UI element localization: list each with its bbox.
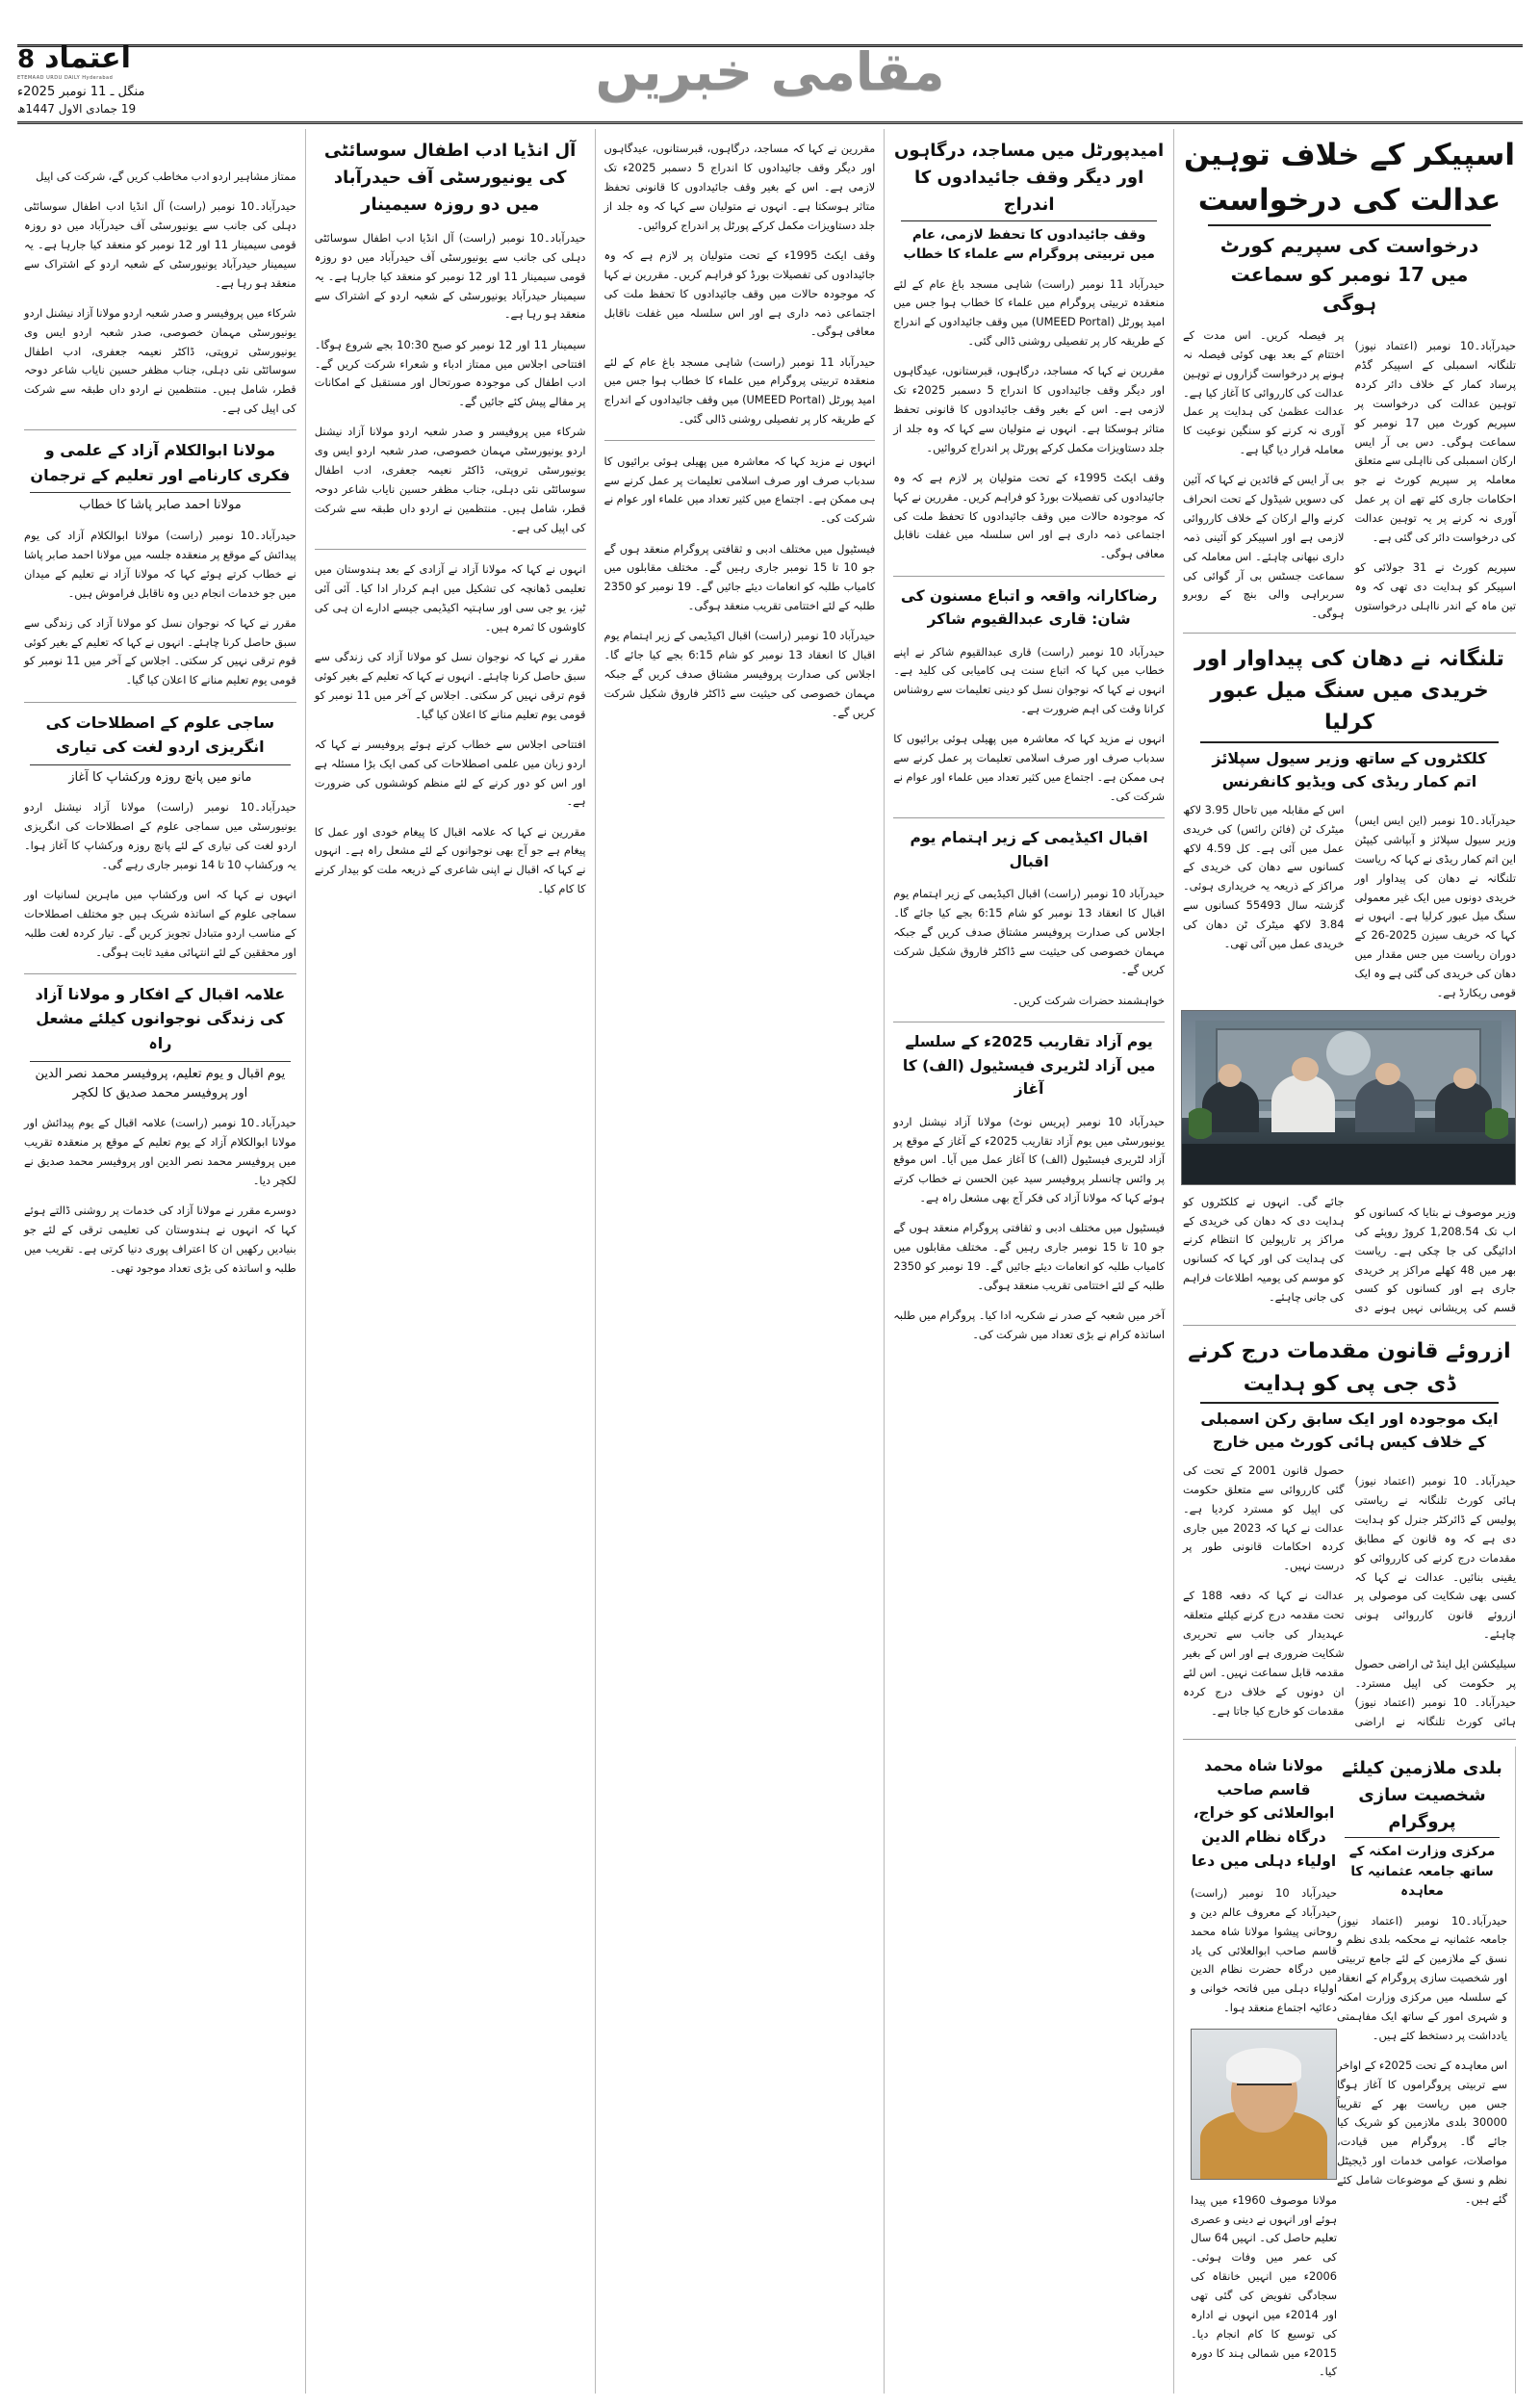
- article-body: [604, 453, 876, 723]
- paragraph: حیدرآباد۔10 نومبر (اعتماد نیوز) جامعہ عثمانیہ نے محکمہ بلدی نظم و نسق کے ملازمین کے لئے جامع تربیتی اور شخصیت سازی پروگرام کے انعقاد کے سلسلہ میں مرکزی وزارت امکنہ و شہری امور کے ساتھ ایک مفاہمتی یادداشت پر دستخط کئے ہیں۔: [1337, 1913, 1507, 2042]
- headline: یوم آزاد تقاریب 2025ء کے سلسلے میں آزاد لٹریری فیسٹیول (الف) کا آغاز: [902, 1032, 1156, 1099]
- photo-plant: [1189, 1100, 1212, 1139]
- photo-person: [1355, 1078, 1415, 1132]
- headline: مولانا ابوالکلام آزاد کے علمی و فکری کارنامے اور تعلیم کے ترجمان: [30, 441, 291, 484]
- article-body: [24, 798, 296, 962]
- paragraph: حیدرآباد۔10 نومبر (این ایس ایس) وزیر سیول سپلائز و آبپاشی کیپٹن این اتم کمار ریڈی نے کہا کہ ریاست تلنگانہ نے دھان کی پیداوار اور خریدی دونوں میں ایک غیر معمولی سنگ میل عبور کرلیا ہے۔ انہوں نے کہا کہ خریف سیزن 2025-26 کے دوران ریاست میں جس مقدار میں دھان کی خریدی کی گئی ہے وہ ایک قومی ریکارڈ ہے۔: [1354, 814, 1516, 999]
- article-body: [1183, 326, 1516, 626]
- article-grid: [15, 129, 1525, 2394]
- photo-plant: [1485, 1100, 1508, 1139]
- subheadline: مرکزی وزارت امکنہ کے ساتھ جامعہ عثمانیہ کا معاہدہ: [1345, 1837, 1500, 1901]
- paragraph: آخر میں شعبہ کے صدر نے شکریہ ادا کیا۔ پروگرام میں طلبہ اساتذہ کرام نے بڑی تعداد میں شرکت کی۔: [893, 1308, 1165, 1341]
- photo-person-head: [1219, 1064, 1242, 1086]
- masthead: [0, 0, 1540, 127]
- section-title: مقامی خبریں: [595, 41, 945, 102]
- article-maulana-obit: [1183, 1747, 1337, 2394]
- divider: [893, 817, 1165, 818]
- paragraph: انہوں نے کہا کہ مولانا آزاد نے آزادی کے بعد ہندوستان میں تعلیمی ڈھانچہ کی تشکیل میں اہم کردار ادا کیا۔ آئی آئی ٹیز، یو جی سی اور ساہتیہ اکیڈیمی جیسے ادارے ان ہی کی کاوشوں کا ثمرہ ہیں۔: [314, 562, 586, 634]
- article-body-continued: [1183, 1193, 1516, 1318]
- divider: [604, 440, 876, 441]
- paragraph: سیمینار 11 اور 12 نومبر کو صبح 10:30 بجے شروع ہوگا۔ افتتاحی اجلاس میں ممتاز ادباء و شعراء شرکت کریں گے۔ ادب اطفال کی موجودہ صورتحال اور مستقبل کے امکانات پر مقالے پیش کئے جائیں گے۔: [314, 337, 586, 409]
- headline: مولانا شاہ محمد قاسم صاحب ابوالعلائی کو خراج، درگاہ نظام الدین اولیاء دہلی میں دعا: [1191, 1756, 1337, 1870]
- article-body: [315, 229, 586, 537]
- photo-person: [1271, 1074, 1335, 1131]
- column-2: [884, 129, 1173, 2394]
- subheadline: وقف جائیدادوں کا تحفظ لازمی، عام میں تربیتی پروگرام سے علماء کا خطاب: [901, 220, 1157, 265]
- headline: علامہ اقبال کے افکار و مولانا آزاد کی زندگی نوجوانوں کیلئے مشعل راہ: [35, 984, 286, 1052]
- photo-person-head: [1375, 1063, 1400, 1085]
- paragraph: سپریم کورٹ نے 31 جولائی کو اسپیکر کو ہدایت دی تھی کہ وہ تین ماہ کے اندر نااہلی درخواستوں پر فیصلہ کریں۔ اس مدت کے اختتام کے بعد بھی کوئی فیصلہ نہ ہونے پر درخواست گزاروں نے توہین عدالت کی کارروائی کا آغاز کیا ہے۔ عدالت عظمیٰ کی ہدایت پر عمل آوری نہ کرنے کو سنگین نوعیت کا معاملہ قرار دیا گیا ہے۔: [1183, 328, 1516, 612]
- article-body: [24, 168, 296, 419]
- paragraph: دوسرے مقرر نے مولانا آزاد کی خدمات پر روشنی ڈالتے ہوئے کہا کہ انہوں نے ہندوستان کی تعلیمی ترقی کے لئے جو بنیادیں رکھیں ان کا اعتراف پوری دنیا کرتی ہے۔ تقریب میں طلبہ و اساتذہ کی بڑی تعداد موجود تھی۔: [24, 1204, 296, 1275]
- article-iqbal-academy: [893, 826, 1165, 1010]
- column-3: [595, 129, 885, 2394]
- paragraph: عدالت نے کہا کہ دفعہ 188 کے تحت مقدمہ درج کرنے کیلئے متعلقہ عہدیدار کی جانب سے تحریری شکایت ضروری ہے اور اس کے بغیر مقدمہ قابل سماعت نہیں۔ اس لئے ان دونوں کے خلاف درج کردہ مقدمات کو خارج کیا جاتا ہے۔: [1183, 1589, 1345, 1718]
- paragraph: بی آر ایس کے قائدین نے کہا کہ آئین کی دسویں شیڈول کے تحت انحراف کرنے والے ارکان کے خلاف کارروائی لازمی ہے اور اسپیکر کو آئینی ذمہ داری نبھانی چاہئے۔ اس معاملہ کی سماعت جسٹس بی آر گوائی کی سربراہی والی بنچ کے روبرو ہوگی۔: [1183, 473, 1345, 621]
- headline: اقبال اکیڈیمی کے زیر اہتمام یوم اقبال: [910, 829, 1148, 870]
- headline: تلنگانہ نے دھان کی پیداوار اور خریدی میں سنگ میل عبور کرلیا: [1194, 646, 1504, 736]
- paragraph: مقرر نے کہا کہ نوجوان نسل کو مولانا آزاد کی زندگی سے سبق حاصل کرنا چاہئے۔ انہوں نے کہا کہ تعلیم کے بغیر کوئی قوم ترقی نہیں کر سکتی۔ اجلاس کے آخر میں 11 نومبر کو قومی یوم تعلیم منانے کا اعلان کیا گیا۔: [24, 615, 296, 687]
- headline: ازروئے قانون مقدمات درج کرنے ڈی جی پی کو ہدایت: [1188, 1339, 1511, 1396]
- article-body: [315, 560, 586, 899]
- paper-name: اعتماد: [44, 41, 131, 75]
- article-body: [893, 275, 1165, 565]
- column-1-split: [1183, 1747, 1516, 2394]
- headline: بلدی ملازمین کیلئے شخصیت سازی پروگرام: [1342, 1757, 1502, 1832]
- paragraph: مقرر نے کہا کہ نوجوان نسل کو مولانا آزاد کی زندگی سے سبق حاصل کرنا چاہئے۔ انہوں نے کہا کہ تعلیم کے بغیر کوئی قوم ترقی نہیں کر سکتی۔ اجلاس کے آخر میں 11 نومبر کو قومی یوم تعلیم منانے کا اعلان کیا گیا۔: [314, 650, 586, 721]
- paragraph: حیدرآباد۔10 نومبر (راست) مولانا ابوالکلام آزاد کی یوم پیدائش کے موقع پر منعقدہ جلسہ میں مولانا احمد صابر پاشا نے خطاب کرتے ہوئے کہا کہ مولانا آزاد نے تعلیم کے میدان میں جو خدمات انجام دیں وہ ناقابل فراموش ہیں۔: [24, 529, 296, 600]
- article-speaker-contempt: [1183, 133, 1516, 626]
- date-hijri: 19 جمادی الاول 1447ھ: [17, 102, 137, 116]
- paragraph: فیسٹیول میں مختلف ادبی و ثقافتی پروگرام منعقد ہوں گے جو 10 تا 15 نومبر جاری رہیں گے۔ مختلف مقابلوں میں کامیاب طلبہ کو انعامات دیئے جائیں گے۔ 19 نومبر کو 2350 طلبہ کے لئے اختتامی تقریب منعقد ہوگی۔: [603, 541, 876, 613]
- article-azad-festival: [893, 1030, 1165, 1345]
- headline: رضاکارانہ واقعہ و اتباع مسنون کی شان: قاری عبدالقیوم شاکر: [900, 586, 1158, 629]
- article-iqbal-day: [24, 982, 296, 1279]
- photo-person-head: [1453, 1068, 1476, 1089]
- photo-person: [1435, 1081, 1492, 1131]
- photo-video-conference: [1181, 1010, 1516, 1185]
- divider: [24, 702, 296, 703]
- column-1: [1173, 129, 1525, 2394]
- article-dgp-cases: [1183, 1335, 1516, 1732]
- paragraph: حیدرآباد۔ 10 نومبر (اعتماد نیوز) ہائی کورٹ تلنگانہ نے ریاستی پولیس کے ڈائرکٹر جنرل کو ہدایت دی ہے کہ وہ قانون کے مطابق مقدمات درج کرنے کی کارروائی کو یقینی بنائیں۔ عدالت نے کہا کہ کسی بھی شکایت کی موصولی پر ازروئے قانون کارروائی ہونی چاہئے۔: [1354, 1474, 1516, 1642]
- photo-hair: [1226, 2048, 1301, 2083]
- article-body: [24, 527, 296, 690]
- article-body-continued: [1191, 2191, 1337, 2382]
- paragraph: حیدرآباد 10 نومبر (راست) حیدرآباد کے معروف عالم دین و روحانی پیشوا مولانا شاہ محمد قاسم صاحب ابوالعلائی کی یاد میں درگاہ حضرت نظام الدین اولیاء دہلی میں فاتحہ خوانی و دعائیہ اجتماع منعقد ہوا۔: [1191, 1886, 1337, 2015]
- subheadline: مولانا احمد صابر پاشا کا خطاب: [30, 492, 291, 515]
- paragraph: شرکاء میں پروفیسر و صدر شعبہ اردو مولانا آزاد نیشنل اردو یونیورسٹی مہمان خصوصی، صدر شعبہ اردو ایس وی یونیورسٹی تروپتی، ڈاکٹر نعیمہ جعفری، ادب اطفال سوسائٹی نئی دہلی، جناب مظفر حسین نایاب شاعر دوحہ قطر، شامل ہیں۔ منتظمین نے اردو داں طبقہ سے شرکت کی اپیل کی ہے۔: [24, 305, 296, 416]
- paragraph: اس معاہدہ کے تحت 2025ء کے اواخر سے تربیتی پروگراموں کا آغاز ہوگا جس میں ریاست بھر کے تقریباً 30000 بلدی ملازمین کو شریک کیا جائے گا۔ پروگرام میں قیادت، مواصلات، عوامی خدمات اور ڈیجیٹل نظم و نسق کے موضوعات شامل کئے گئے ہیں۔: [1337, 2058, 1507, 2206]
- paper-name-latin: ETEMAAD URDU DAILY Hyderabad: [17, 75, 114, 82]
- article-body: [893, 643, 1165, 807]
- divider: [1183, 1325, 1516, 1326]
- divider: [893, 576, 1165, 577]
- paragraph: مقررین نے کہا کہ علامہ اقبال کا پیغام خودی اور عمل کا پیغام ہے جو آج بھی نوجوانوں کے لئے مشعل راہ ہے۔ انہوں نے کہا کہ اقبال نے اپنی شاعری کے ذریعہ ملت کو بیدار کرنے کا کام کیا۔: [314, 824, 586, 896]
- paragraph: حیدرآباد 11 نومبر (راست) شاہی مسجد باغ عام کے لئے منعقدہ تربیتی پروگرام میں علماء کا خطاب ہوا جس میں امید پورٹل (UMEED Portal) میں وقف جائیدادوں کے اندراج کے طریقہ کار پر تفصیلی روشنی ڈالی گئی۔: [893, 276, 1166, 349]
- article-maulana-azad-speech: [24, 438, 296, 690]
- masthead-bottom-rule: [17, 121, 1523, 124]
- subheadline: یوم اقبال و یوم تعلیم، پروفیسر محمد نصر الدین اور پروفیسر محمد صدیق کا لکچر: [30, 1061, 291, 1103]
- paragraph: حیدرآباد 10 نومبر (راست) اقبال اکیڈیمی کے زیر اہتمام یوم اقبال کا انعقاد 13 نومبر کو شام 6:15 بجے کیا جائے گا۔ اجلاس کی صدارت پروفیسر مشتاق صدف کریں گے جبکہ مہمان خصوصی کی حیثیت سے ڈاکٹر فاروق شکیل شرکت کریں گے۔: [893, 887, 1166, 977]
- paragraph: انہوں نے مزید کہا کہ معاشرہ میں پھیلی ہوئی برائیوں کا سدباب صرف اور صرف اسلامی تعلیمات پر عمل کرنے سے ہی ممکن ہے۔ اجتماع میں کثیر تعداد میں علماء اور عوام نے شرکت کی۔: [603, 453, 876, 526]
- article-urdu-society-lead: [24, 168, 296, 419]
- paragraph: حیدرآباد۔10 نومبر (راست) آل انڈیا ادب اطفال سوسائٹی دہلی کی جانب سے یونیورسٹی آف حیدرآباد میں دو روزہ قومی سیمینار 11 اور 12 نومبر کو منعقد کیا جارہا ہے۔ یہ سیمینار حیدرآباد یونیورسٹی کے شعبہ اردو کے اشتراک سے منعقد ہو رہا ہے۔: [314, 231, 586, 322]
- paragraph: حیدرآباد 10 نومبر (پریس نوٹ) مولانا آزاد نیشنل اردو یونیورسٹی میں یوم آزاد تقاریب 2025ء کے آغاز کے موقع پر آزاد لٹریری فیسٹیول (الف) کا آغاز عمل میں آیا۔ اس موقع پر وائس چانسلر پروفیسر سید عین الحسن نے خطاب کرتے ہوئے کہا کہ مولانا آزاد کی فکر آج بھی مشعل راہ ہے۔: [893, 1114, 1165, 1205]
- article-body: [893, 885, 1165, 1010]
- article-body: [893, 1113, 1165, 1345]
- subheadline: مانو میں پانچ روزہ ورکشاپ کا آغاز: [30, 764, 291, 788]
- article-maulana-azad-speech-continued: [315, 560, 586, 899]
- column-5: [15, 129, 305, 2394]
- headline: امیدپورٹل میں مساجد، درگاہوں اور دیگر وقف جائیدادوں کا اندراج: [894, 141, 1165, 215]
- paragraph: حیدرآباد۔10 نومبر (راست) علامہ اقبال کے یوم پیدائش اور مولانا ابوالکلام آزاد کے یوم تعلیم کے موقع پر منعقدہ تقریب میں پروفیسر محمد نصر الدین اور پروفیسر محمد صدیق نے لکچر دیا۔: [24, 1116, 296, 1187]
- article-body: [604, 140, 876, 429]
- paragraph: انہوں نے مزید کہا کہ معاشرہ میں پھیلی ہوئی برائیوں کا سدباب صرف اور صرف اسلامی تعلیمات پر عمل کرنے سے ہی ممکن ہے۔ اجتماع میں کثیر تعداد میں علماء اور عوام نے شرکت کی۔: [893, 732, 1165, 803]
- divider: [1183, 1739, 1516, 1740]
- divider: [24, 973, 296, 974]
- page-number: 8: [17, 45, 36, 74]
- paragraph: افتتاحی اجلاس سے خطاب کرتے ہوئے پروفیسر نے کہا کہ اردو زبان میں علمی اصطلاحات کی کمی ایک بڑا مسئلہ ہے اور اس کو دور کرنے کے لئے منظم کوششوں کی ضرورت ہے۔: [314, 737, 586, 809]
- paragraph: وقف ایکٹ 1995ء کے تحت متولیان پر لازم ہے کہ وہ جائیدادوں کی تفصیلات بورڈ کو فراہم کریں۔ مقررین نے کہا کہ موجودہ حالات میں وقف جائیدادوں کا تحفظ ملت کی اجتماعی ذمہ داری ہے اور اس سلسلہ میں غفلت ناقابل معافی ہوگی۔: [603, 248, 876, 339]
- headline: ساجی علوم کے اصطلاحات کی انگریزی اردو لغت کی تیاری: [45, 712, 275, 757]
- article-endowment-portal-continued: [604, 140, 876, 429]
- paragraph: وقف ایکٹ 1995ء کے تحت متولیان پر لازم ہے کہ وہ جائیدادوں کی تفصیلات بورڈ کو فراہم کریں۔ مقررین نے کہا کہ موجودہ حالات میں وقف جائیدادوں کا تحفظ ملت کی اجتماعی ذمہ داری ہے اور اس سلسلہ میں غفلت ناقابل معافی ہوگی۔: [893, 470, 1165, 561]
- paragraph: انہوں نے کہا کہ اس ورکشاپ میں ماہرین لسانیات اور سماجی علوم کے اساتذہ شریک ہیں جو مختلف اصطلاحات کے مناسب اردو متبادل تجویز کریں گے۔ تیار کردہ لغت طلبہ اور محققین کے لئے انتہائی مفید ثابت ہوگی۔: [24, 888, 296, 959]
- paragraph: حیدرآباد۔10 نومبر (راست) آل انڈیا ادب اطفال سوسائٹی دہلی کی جانب سے یونیورسٹی آف حیدرآباد میں دو روزہ قومی سیمینار 11 اور 12 نومبر کو منعقد کیا جارہا ہے۔ یہ سیمینار حیدرآباد یونیورسٹی کے شعبہ اردو کے اشتراک سے منعقد ہو رہا ہے۔: [24, 199, 296, 290]
- paragraph: مقررین نے کہا کہ مساجد، درگاہوں، قبرستانوں، عیدگاہوں اور دیگر وقف جائیدادوں کا اندراج 5 دسمبر 2025ء تک لازمی ہے۔ اس کے بغیر وقف جائیدادوں کا قانونی تحفظ متاثر ہوسکتا ہے۔ انہوں نے متولیان سے کہا کہ وہ جلد از جلد دستاویزات مکمل کرکے پورٹل پر اندراج کروائیں۔: [893, 364, 1165, 454]
- article-paddy-procurement: [1183, 643, 1516, 1319]
- photo-table-cloth: [1182, 1144, 1515, 1183]
- article-endowment-portal: [893, 138, 1165, 564]
- paragraph: شرکاء میں پروفیسر و صدر شعبہ اردو مولانا آزاد نیشنل اردو یونیورسٹی مہمان خصوصی، صدر شعبہ اردو ایس وی یونیورسٹی تروپتی، ڈاکٹر نعیمہ جعفری، ادب اطفال سوسائٹی نئی دہلی، جناب مظفر حسین نایاب شاعر دوحہ قطر، شامل ہیں۔ منتظمین نے اردو داں طبقہ سے شرکت کی اپیل کی ہے۔: [314, 425, 586, 534]
- paragraph: سیلیکشن ایل اینڈ ٹی اراضی حصول پر حکومت کی اپیل مسترد۔ حیدرآباد۔ 10 نومبر (اعتماد نیوز) ہائی کورٹ تلنگانہ نے اراضی حصول قانون 2001 کے تحت کی گئی کارروائی سے متعلق حکومت کی اپیل کو مسترد کردیا ہے۔ عدالت نے کہا کہ 2023 میں جاری کردہ احکامات قانونی طور پر درست نہیں۔: [1183, 1462, 1516, 1728]
- paragraph: وزیر موصوف نے بتایا کہ کسانوں کو اب تک 1,208.54 کروڑ روپئے کی ادائیگی کی جا چکی ہے۔ ریاست بھر میں 48 کھلے مراکز پر خریدی جاری ہے اور کسانوں کو کسی قسم کی پریشانی نہیں ہونے دی جائے گی۔ انہوں نے کلکٹروں کو ہدایت دی کہ دھان کی خریدی کے مراکز پر تارپولین کا انتظام کرنے کی ہدایت کی اور کہا کہ کسانوں کو موسم کی یومیہ اطلاعات فراہم کی جانی چاہئے۔: [1183, 1194, 1516, 1315]
- divider: [24, 429, 296, 430]
- paragraph: فیسٹیول میں مختلف ادبی و ثقافتی پروگرام منعقد ہوں گے جو 10 تا 15 نومبر جاری رہیں گے۔ مختلف مقابلوں میں کامیاب طلبہ کو انعامات دیئے جائیں گے۔ 19 نومبر کو 2350 طلبہ کے لئے اختتامی تقریب منعقد ہوگی۔: [893, 1221, 1165, 1292]
- article-urdu-society: [315, 138, 586, 538]
- paragraph: حیدرآباد۔10 نومبر (راست) مولانا آزاد نیشنل اردو یونیورسٹی میں سماجی علوم کے اصطلاحات کی انگریزی اردو لغت کی تیاری کے لئے پانچ روزہ ورکشاپ کا آغاز ہوا۔ یہ ورکشاپ 10 تا 14 نومبر جاری رہے گی۔: [24, 800, 296, 871]
- paragraph: حیدرآباد۔10 نومبر (اعتماد نیوز) تلنگانہ اسمبلی کے اسپیکر گڈم پرساد کمار کے خلاف دائر کردہ توہین عدالت کی درخواست پر سپریم کورٹ میں 17 نومبر کو سماعت ہوگی۔ دس بی آر ایس ارکان اسمبلی کی نااہلی سے متعلق معاملہ پر سپریم کورٹ نے جو احکامات جاری کئے تھے ان پر عمل آوری نہ کرنے پر یہ توہین عدالت کی درخواست دائر کی گئی ہے۔: [1354, 339, 1516, 544]
- headline: آل انڈیا ادب اطفال سوسائٹی کی یونیورسٹی آف حیدرآباد میں دو روزہ سیمینار: [323, 141, 577, 215]
- article-body: [1191, 1884, 1337, 2018]
- article-qari-shakir-continued: [604, 453, 876, 723]
- paragraph: خواہشمند حضرات شرکت کریں۔: [1012, 993, 1165, 1007]
- paragraph: مولانا موصوف 1960ء میں پیدا ہوئے اور انہوں نے دینی و عصری تعلیم حاصل کی۔ انہیں 64 سال کی عمر میں وفات ہوئی۔ 2006ء میں انہیں خانقاہ کی سجادگی تفویض کی گئی تھی اور 2014ء میں انہوں نے ادارہ کی توسیع کا کام انجام دیا۔ 2015ء میں شمالی ہند کا دورہ کیا۔: [1191, 2192, 1338, 2379]
- article-municipal-training: [1337, 1747, 1516, 2394]
- photo-maulana-portrait: [1191, 2029, 1337, 2180]
- date-gregorian: منگل ـ 11 نومبر 2025ء: [17, 85, 145, 100]
- paragraph: ممتاز مشاہیر اردو ادب مخاطب کریں گے، شرکت کی اپیل: [36, 169, 296, 183]
- article-body: [1183, 1462, 1516, 1732]
- subheadline: کلکٹروں کے ساتھ وزیر سیول سپلائز اتم کمار ریڈی کی ویڈیو کانفرنس: [1200, 741, 1499, 793]
- article-body: [1183, 801, 1516, 1003]
- paragraph: مقررین نے کہا کہ مساجد، درگاہوں، قبرستانوں، عیدگاہوں اور دیگر وقف جائیدادوں کا اندراج 5 دسمبر 2025ء تک لازمی ہے۔ اس کے بغیر وقف جائیدادوں کا قانونی تحفظ متاثر ہوسکتا ہے۔ انہوں نے متولیان سے کہا کہ وہ جلد از جلد دستاویزات مکمل کرکے پورٹل پر اندراج کروائیں۔: [603, 142, 876, 232]
- divider: [315, 549, 586, 550]
- paragraph: حیدرآباد 11 نومبر (راست) شاہی مسجد باغ عام کے لئے منعقدہ تربیتی پروگرام میں علماء کا خطاب ہوا جس میں امید پورٹل (UMEED Portal) میں وقف جائیدادوں کے اندراج کے طریقہ کار پر تفصیلی روشنی ڈالی گئی۔: [603, 354, 876, 427]
- subheadline: درخواست کی سپریم کورٹ میں 17 نومبر کو سماعت ہوگی: [1208, 224, 1491, 318]
- article-english-urdu: [24, 711, 296, 963]
- headline: اسپیکر کے خلاف توہین عدالت کی درخواست: [1184, 138, 1515, 218]
- paragraph: حیدرآباد 10 نومبر (راست) قاری عبدالقیوم شاکر نے اپنے خطاب میں کہا کہ اتباع سنت ہی کامیابی کی کلید ہے۔ انہوں نے کہا کہ نوجوان نسل کو دینی تعلیمات سے روشناس کرانا وقت کی اہم ضرورت ہے۔: [893, 644, 1165, 716]
- paragraph: حیدرآباد 10 نومبر (راست) اقبال اکیڈیمی کے زیر اہتمام یوم اقبال کا انعقاد 13 نومبر کو شام 6:15 بجے کیا جائے گا۔ اجلاس کی صدارت پروفیسر مشتاق صدف کریں گے جبکہ مہمان خصوصی کی حیثیت سے ڈاکٹر فاروق شکیل شرکت کریں گے۔: [603, 629, 876, 719]
- photo-emblem: [1326, 1031, 1371, 1075]
- photo-glasses: [1237, 2083, 1292, 2099]
- paragraph: اس کے مقابلہ میں تاحال 3.95 لاکھ میٹرک ٹن (فائن رائس) کی خریدی عمل میں آئی ہے۔ کل 4.59 لاکھ کسانوں سے دھان کی خریدی کے مراکز کے ذریعہ یہ خریداری ہوئی۔ گزشتہ سال 55493 کسانوں سے 3.84 لاکھ میٹرک ٹن دھان کی خریدی عمل میں آئی تھی۔: [1183, 802, 1345, 950]
- column-4: [305, 129, 595, 2394]
- subheadline: ایک موجودہ اور ایک سابق رکن اسمبلی کے خلاف کیس ہائی کورٹ میں خارج: [1200, 1402, 1499, 1454]
- divider: [1183, 633, 1516, 634]
- article-body: [24, 1114, 296, 1278]
- article-body: [1337, 1912, 1507, 2210]
- article-qari-shakir: [893, 584, 1165, 807]
